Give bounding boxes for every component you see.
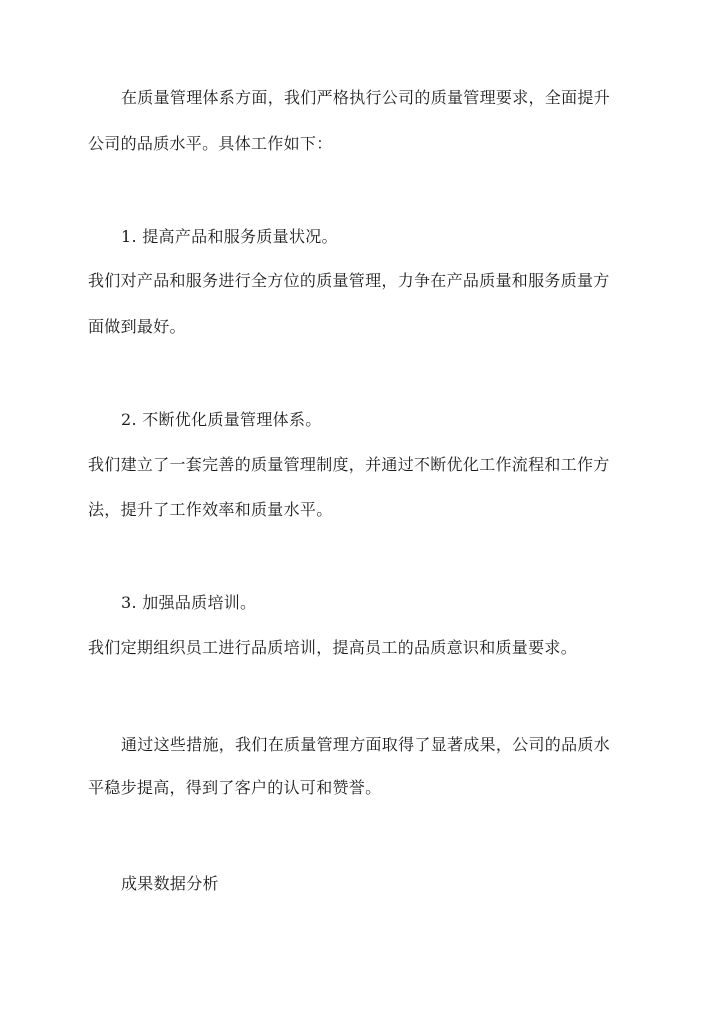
intro-line-2: 公司的品质水平。具体工作如下：	[88, 134, 333, 153]
item-2-body-line-1: 我们建立了一套完善的质量管理制度，并通过不断优化工作流程和工作方	[88, 455, 610, 474]
item-1-body-line-2: 面做到最好。	[88, 317, 186, 336]
item-1-heading: 1. 提高产品和服务质量状况。	[121, 227, 338, 246]
intro-line-1: 在质量管理体系方面，我们严格执行公司的质量管理要求，全面提升	[121, 88, 611, 107]
item-1-body-line-1: 我们对产品和服务进行全方位的质量管理，力争在产品质量和服务质量方	[88, 271, 610, 290]
section-heading: 成果数据分析	[121, 874, 219, 893]
conclusion-line-1: 通过这些措施，我们在质量管理方面取得了显著成果，公司的品质水	[121, 735, 611, 754]
item-2-body-line-2: 法，提升了工作效率和质量水平。	[88, 500, 333, 519]
item-3-heading: 3. 加强品质培训。	[121, 593, 257, 612]
conclusion-line-2: 平稳步提高，得到了客户的认可和赞誉。	[88, 778, 382, 797]
item-2-heading: 2. 不断优化质量管理体系。	[121, 410, 322, 429]
item-3-body-line-1: 我们定期组织员工进行品质培训，提高员工的品质意识和质量要求。	[88, 638, 578, 657]
